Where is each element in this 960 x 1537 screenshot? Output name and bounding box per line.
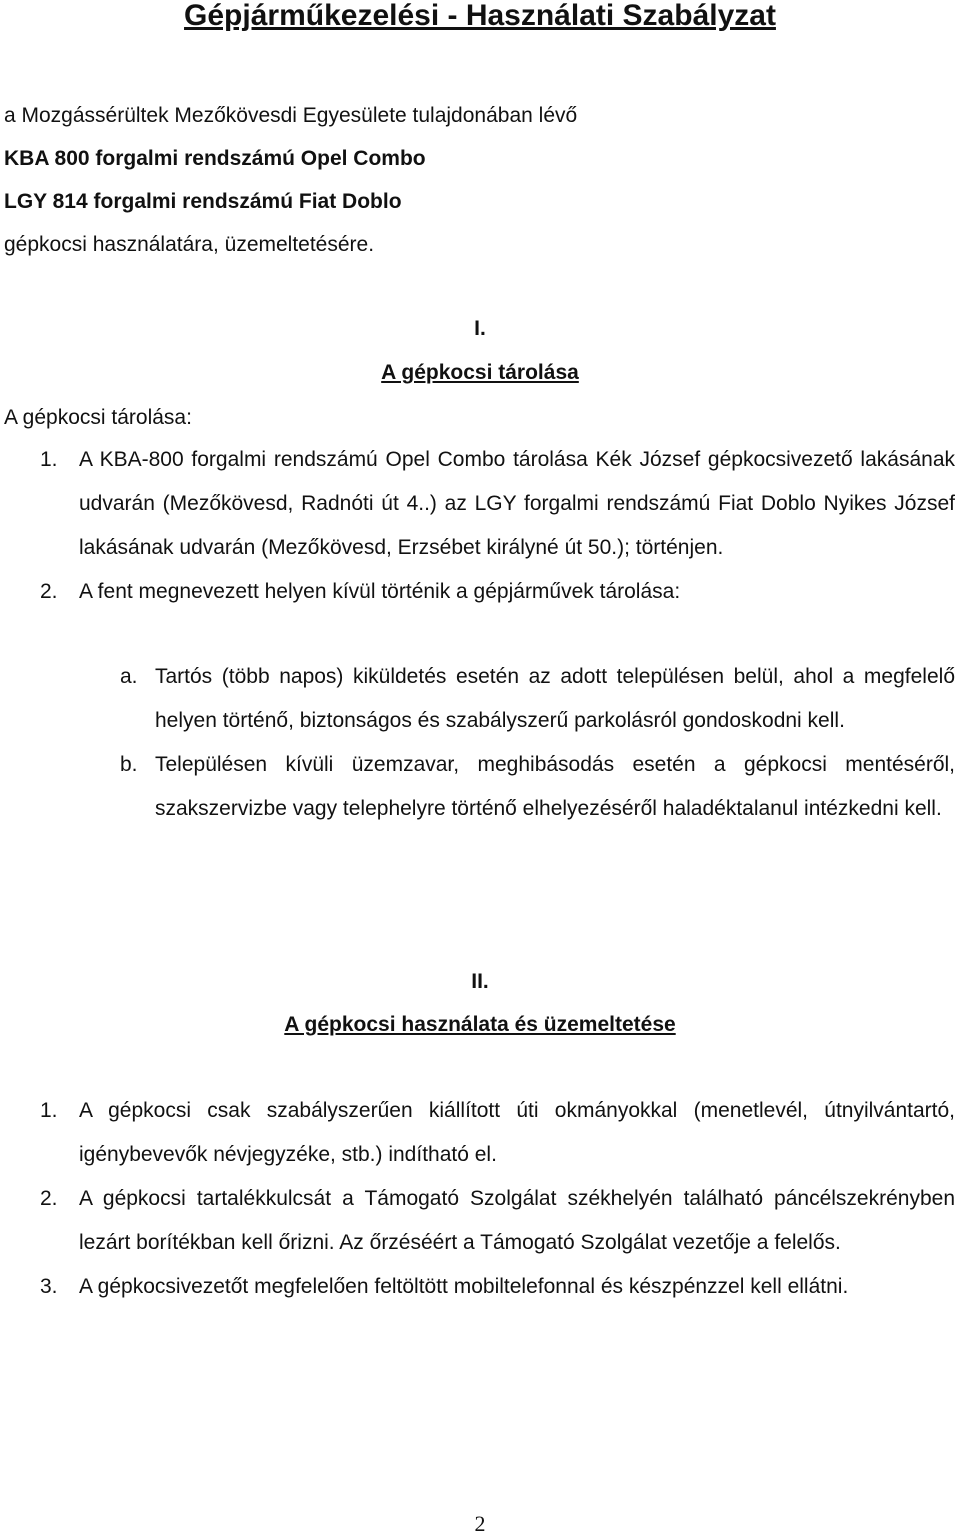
list-text: A gépkocsi csak szabályszerűen kiállított úti okmányokkal (menetlevél, útnyilvántartó, igénybevevők névjegyzéke, stb.) indítható el.: [79, 1099, 955, 1166]
list-text: A gépkocsi tartalékkulcsát a Támogató Szolgálat székhelyén található páncélszekrényben lezárt borítékban kell őrizni. Az őrzéséért a Támogató Szolgálat vezetője a felelős.: [79, 1187, 955, 1254]
list-number: 1.: [40, 1099, 58, 1122]
document-title: Gépjárműkezelési - Használati Szabályzat: [184, 0, 776, 32]
page-number: 2: [474, 1511, 486, 1536]
usage-item-2: [0, 1177, 955, 1265]
intro-line-opel: KBA 800 forgalmi rendszámú Opel Combo: [4, 147, 426, 170]
list-text: Tartós (több napos) kiküldetés esetén az adott településen belül, ahol a megfelelő helyen történő, biztonságos és szabályszerű parkolásról gondoskodni kell.: [155, 665, 955, 732]
storage-list: [0, 438, 960, 614]
usage-list: [0, 1089, 960, 1309]
storage-item-1: [0, 438, 955, 570]
intro-line-owner: a Mozgássérültek Mezőkövesdi Egyesülete tulajdonában lévő: [4, 104, 578, 127]
list-letter: b.: [120, 753, 138, 776]
list-text: A fent megnevezett helyen kívül történik a gépjárművek tárolása:: [79, 580, 681, 603]
list-number: 3.: [40, 1275, 58, 1298]
section-1-title: A gépkocsi tárolása: [381, 361, 579, 384]
intro-block: [4, 94, 944, 266]
list-number: 1.: [40, 448, 58, 471]
storage-item-2: [0, 570, 955, 614]
list-text: A KBA-800 forgalmi rendszámú Opel Combo tárolása Kék József gépkocsivezető lakásának udvarán (Mezőkövesd, Radnóti út 4..) az LGY forgalmi rendszámú Fiat Doblo Nyikes József lakásának udvarán (Mezőkövesd, Erzsébet királyné út 50.); történjen.: [79, 448, 955, 559]
usage-item-3: [0, 1265, 955, 1309]
storage-label: A gépkocsi tárolása:: [4, 406, 192, 429]
intro-line-usage: gépkocsi használatára, üzemeltetésére.: [4, 233, 375, 256]
list-number: 2.: [40, 580, 58, 603]
list-number: 2.: [40, 1187, 58, 1210]
list-text: A gépkocsivezetőt megfelelően feltöltött mobiltelefonnal és készpénzzel kell ellátni.: [79, 1275, 849, 1298]
storage-subitem-b: [0, 743, 955, 831]
intro-line-fiat: LGY 814 forgalmi rendszámú Fiat Doblo: [4, 190, 402, 213]
storage-subitem-a: [0, 655, 955, 743]
section-2-title: A gépkocsi használata és üzemeltetése: [284, 1013, 676, 1036]
storage-sublist: [0, 655, 960, 831]
usage-item-1: [0, 1089, 955, 1177]
list-text: Településen kívüli üzemzavar, meghibásodás esetén a gépkocsi mentéséről, szakszervizbe vagy telephelyre történő elhelyezéséről haladéktalanul intézkedni kell.: [155, 753, 955, 820]
list-letter: a.: [120, 665, 138, 688]
section-1-number: I.: [474, 317, 486, 340]
section-2-number: II.: [471, 970, 489, 993]
